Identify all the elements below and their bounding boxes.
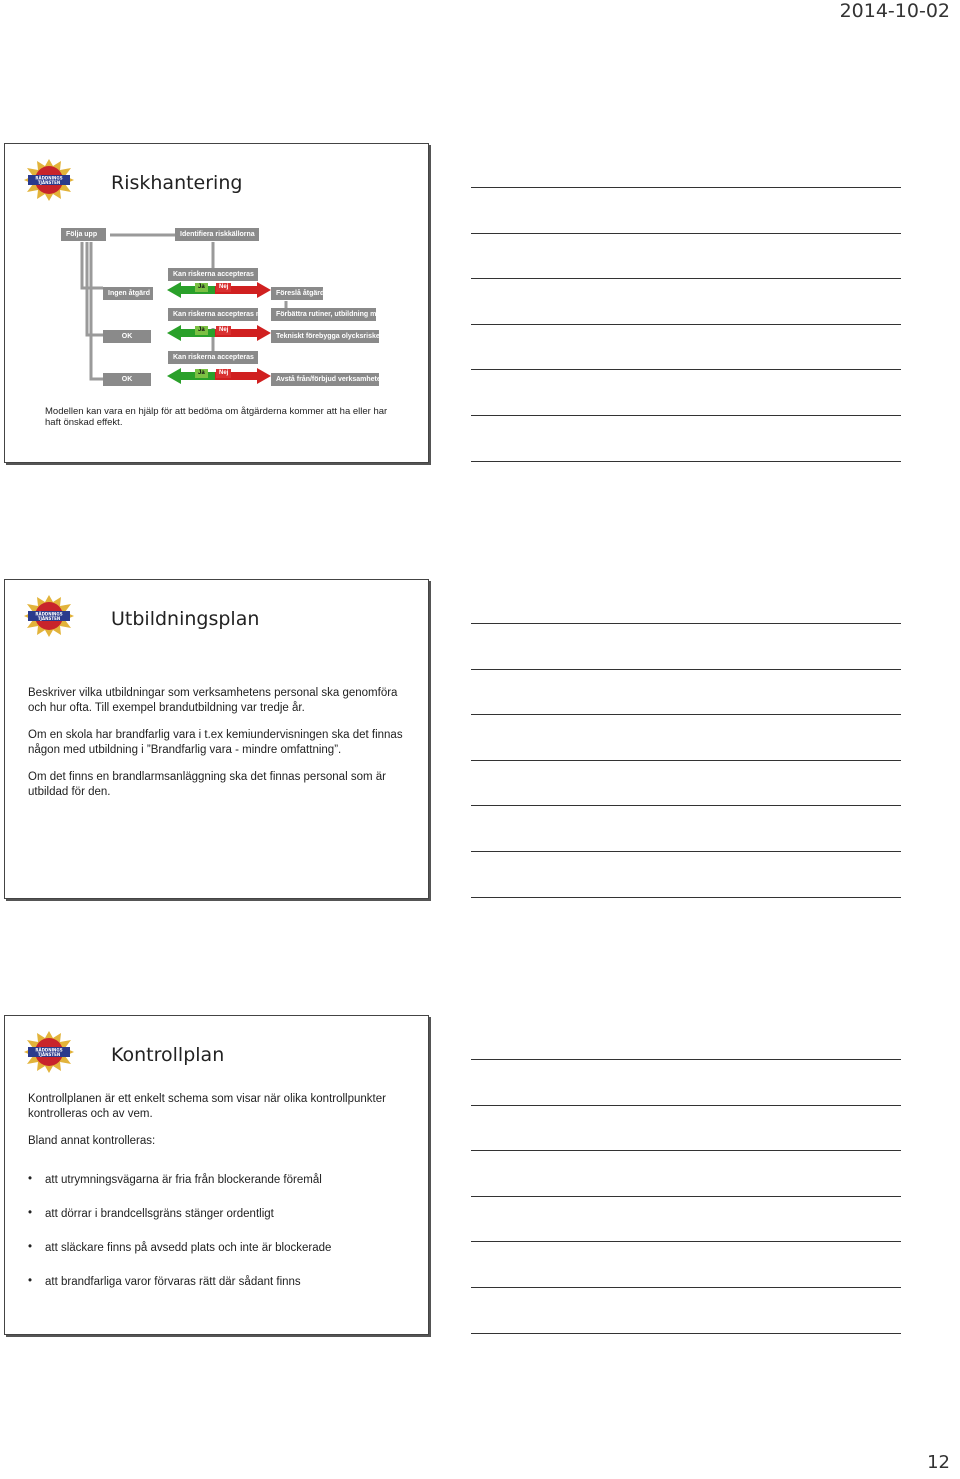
follow-up-box: Följa upp <box>61 228 106 241</box>
yes-label: Ja <box>195 283 208 292</box>
no-label: Nej <box>216 369 231 378</box>
page-number: 12 <box>927 1452 950 1473</box>
notes-lines <box>471 187 901 506</box>
svg-text:RÄDDNINGS: RÄDDNINGS <box>35 1047 63 1053</box>
svg-text:TJÄNSTEN: TJÄNSTEN <box>37 616 61 621</box>
paragraph: Beskriver vilka utbildningar som verksamhetens personal ska genomföra och hur ofta. Till exempel brandutbildning var tredje år. <box>28 687 398 714</box>
bullet-item: • att brandfarliga varor förvaras rätt där sådant finns <box>28 1276 413 1310</box>
svg-text:RÄDDNINGS: RÄDDNINGS <box>35 175 63 181</box>
bullet-list <box>28 1174 413 1310</box>
slide-title: Utbildningsplan <box>111 608 260 630</box>
paragraph: Om det finns en brandlarmsanläggning ska det finnas personal som är utbildad för den. <box>28 771 386 798</box>
paragraph: Bland annat kontrolleras: <box>28 1135 156 1147</box>
bullet-item: • att dörrar i brandcellsgräns stänger ordentligt <box>28 1208 413 1242</box>
bullet-item: • att släckare finns på avsedd plats och inte är blockerade <box>28 1242 413 1276</box>
slide-body <box>28 1092 413 1161</box>
raddningstjansten-logo <box>23 594 75 638</box>
raddningstjansten-logo <box>23 1030 75 1074</box>
question-box-1: Kan riskerna accepteras <box>168 268 258 281</box>
bullet-item: • att utrymningsvägarna är fria från blockerande föremål <box>28 1174 413 1208</box>
no-label: Nej <box>216 326 231 335</box>
ok-box-1: OK <box>103 330 151 343</box>
no-action-box: Ingen åtgärd <box>103 287 153 300</box>
abstain-box: Avstå från/förbjud verksamheten <box>271 373 379 386</box>
paragraph: Kontrollplanen är ett enkelt schema som visar när olika kontrollpunkter kontrolleras och av vem. <box>28 1093 386 1120</box>
svg-text:RÄDDNINGS: RÄDDNINGS <box>35 611 63 617</box>
slide-kontrollplan <box>4 1015 429 1335</box>
improve-box: Förbättra rutiner, utbildning mm <box>271 308 376 321</box>
slide-utbildningsplan <box>4 579 429 899</box>
notes-lines <box>471 623 901 942</box>
svg-text:TJÄNSTEN: TJÄNSTEN <box>37 180 61 185</box>
svg-text:TJÄNSTEN: TJÄNSTEN <box>37 1052 61 1057</box>
page-date: 2014-10-02 <box>839 0 950 22</box>
ok-box-2: OK <box>103 373 151 386</box>
identify-box: Identifiera riskkällorna <box>175 228 259 241</box>
question-box-3: Kan riskerna accepteras <box>168 351 258 364</box>
slide-riskhantering <box>4 143 429 463</box>
slide-body <box>28 686 413 812</box>
yes-label: Ja <box>195 369 208 378</box>
notes-lines <box>471 1059 901 1378</box>
slide-title: Kontrollplan <box>111 1044 225 1066</box>
slide-caption: Modellen kan vara en hjälp för att bedöma om åtgärderna kommer att ha eller har haft önskad effekt. <box>45 406 388 428</box>
question-box-2: Kan riskerna accepteras nu? <box>168 308 258 321</box>
slide-title: Riskhantering <box>111 172 243 194</box>
technical-box: Tekniskt förebygga olycksriskerna <box>271 330 379 343</box>
propose-action-box: Föreslå åtgärd <box>271 287 323 300</box>
paragraph: Om en skola har brandfarlig vara i t.ex kemiundervisningen ska det finnas någon med utbildning i ”Brandfarlig vara - mindre omfattning”. <box>28 729 403 756</box>
no-label: Nej <box>216 283 231 292</box>
yes-label: Ja <box>195 326 208 335</box>
